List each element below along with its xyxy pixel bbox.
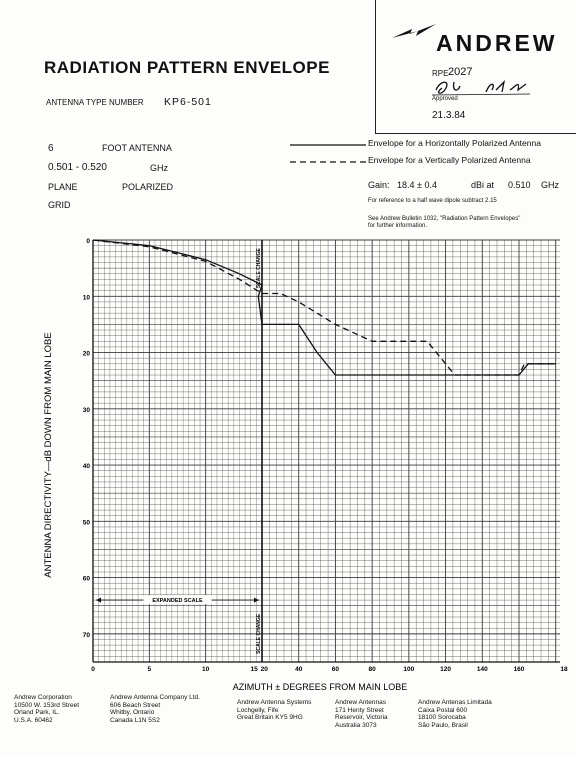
x-tick-label: 15 [250, 666, 258, 673]
approved-label: Approved [432, 96, 458, 102]
bulletin-note-cont: for further information. [368, 223, 428, 229]
size-value: 6 [48, 143, 54, 154]
chart-annotations [96, 247, 262, 653]
y-axis-label: ANTENNA DIRECTIVITY—dB DOWN FROM MAIN LOBE [43, 332, 54, 578]
size-label: FOOT ANTENNA [102, 143, 172, 153]
rpe-number: 2027 [448, 66, 473, 78]
office-usa: Andrew Corporation 10500 W. 153rd Street Orland Park, IL. U.S.A. 60462 [14, 694, 80, 724]
y-tick-label: 20 [82, 350, 90, 358]
legend-horizontal-label: Envelope for a Horizontally Polarized Antenna [368, 138, 541, 148]
dipole-note: For reference to a half wave dipole subtract 2.15 [368, 198, 497, 204]
x-tick-label: 80 [368, 666, 376, 673]
legend-vertical-label: Envelope for a Vertically Polarized Antenna [368, 155, 531, 165]
antenna-type-label: ANTENNA TYPE NUMBER [46, 98, 144, 107]
office-australia: Andrew Antennas 171 Henty Street Reservoir, Victoria Australia 3073 [335, 699, 388, 729]
x-tick-label: 18 [560, 666, 568, 673]
antenna-type-value: KP6-501 [164, 96, 212, 108]
x-tick-label: 140 [476, 666, 488, 673]
y-tick-label: 30 [82, 406, 90, 414]
x-tick-label: 5 [147, 666, 152, 673]
bulletin-note: See Andrew Bulletin 1032, "Radiation Pattern Envelopes" [368, 216, 521, 222]
x-tick-label: 20 [260, 666, 268, 673]
x-tick-label: 40 [295, 666, 303, 673]
scale-change-annotation-bottom: SCALE CHANGE [256, 613, 262, 654]
y-tick-label: 0 [86, 238, 90, 245]
chart-tick-labels [83, 238, 568, 673]
gain-frequency-unit: GHz [541, 180, 559, 190]
rpe-label: RPE [432, 69, 449, 78]
office-canada: Andrew Antenna Company Ltd. 606 Beach Street Whitby, Ontario Canada L1N 5S2 [110, 694, 200, 724]
polarized-label: POLARIZED [122, 182, 174, 192]
plane-label: PLANE [48, 182, 78, 192]
page-title: RADIATION PATTERN ENVELOPE [44, 58, 330, 77]
gain-label: Gain: [368, 180, 390, 190]
gain-value: 18.4 ± 0.4 [397, 180, 437, 190]
frequency-value: 0.501 - 0.520 [48, 162, 107, 173]
approval-date: 21.3.84 [432, 110, 466, 121]
frequency-unit: GHz [150, 163, 168, 173]
x-tick-label: 10 [202, 666, 210, 673]
x-axis-label: AZIMUTH ± DEGREES FROM MAIN LOBE [232, 682, 408, 692]
y-tick-label: 50 [82, 519, 90, 527]
gain-frequency: 0.510 [508, 180, 531, 190]
y-tick-label: 10 [82, 294, 90, 302]
scale-change-annotation-top: SCALE CHANGE [256, 248, 262, 289]
y-tick-label: 70 [82, 631, 90, 639]
expanded-scale-annotation: EXPANDED SCALE [152, 598, 203, 605]
x-tick-label: 120 [440, 666, 452, 673]
office-britain: Andrew Antenna Systems Lochgelly, Fife Great Britain KY5 9HG [237, 699, 312, 721]
x-tick-label: 0 [91, 666, 95, 673]
gain-unit: dBi at [471, 180, 495, 190]
x-tick-label: 100 [403, 666, 415, 673]
x-tick-label: 60 [331, 666, 340, 673]
y-tick-label: 40 [82, 463, 90, 471]
brand-logo: ANDREW [436, 30, 558, 56]
office-brazil: Andrew Antenas Limitada Caixa Postal 600 18100 Sorocaba São Paulo, Brasil [418, 699, 492, 729]
y-tick-label: 60 [82, 575, 90, 583]
x-tick-label: 160 [513, 666, 525, 673]
grid-label: GRID [48, 200, 71, 210]
